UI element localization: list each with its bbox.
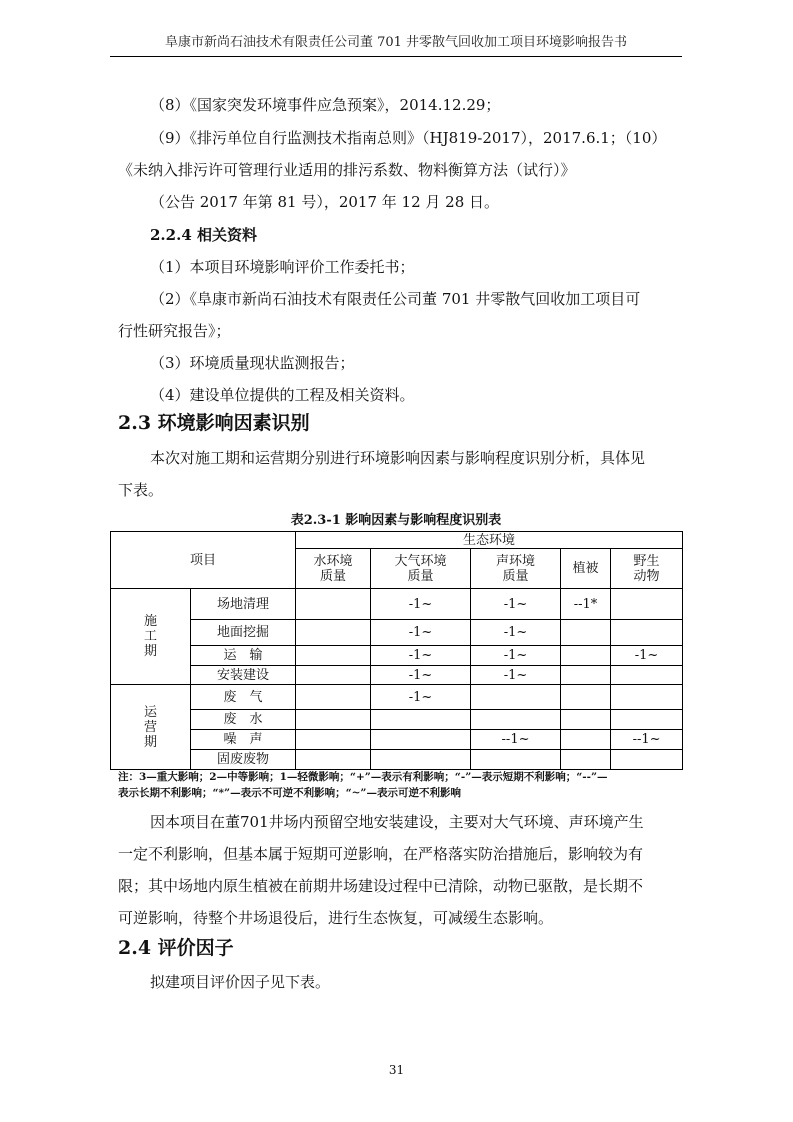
table-cell bbox=[371, 710, 471, 730]
phase-operation-label: 运 营 期 bbox=[111, 685, 191, 770]
table-cell: -1~ bbox=[471, 646, 561, 666]
table-cell bbox=[611, 750, 683, 770]
table-cell bbox=[471, 710, 561, 730]
page-number: 31 bbox=[388, 1063, 405, 1077]
phase-construction-label: 施 工 期 bbox=[111, 589, 191, 685]
table-cell bbox=[471, 750, 561, 770]
table-cell: --1* bbox=[561, 589, 611, 620]
table-cell: -1~ bbox=[371, 666, 471, 685]
table-cell bbox=[296, 730, 371, 750]
ref-9: （9）《排污单位自行监测技术指南总则》（HJ819-2017），2017.6.1；（10） bbox=[150, 129, 667, 147]
row-item: 地面挖掘 bbox=[191, 620, 296, 646]
row-item: 安装建设 bbox=[191, 666, 296, 685]
section-2-4-intro: 拟建项目评价因子见下表。 bbox=[150, 973, 331, 991]
table-cell bbox=[296, 666, 371, 685]
ecology-group-header: 生态环境 bbox=[296, 532, 683, 549]
col-header-sound: 声环境 质量 bbox=[471, 549, 561, 589]
table-cell: -1~ bbox=[471, 620, 561, 646]
col-header-water: 水环境 质量 bbox=[296, 549, 371, 589]
section-2-3-intro-line2: 下表。 bbox=[118, 481, 164, 499]
table-cell bbox=[296, 589, 371, 620]
table-cell bbox=[611, 685, 683, 710]
table-cell bbox=[561, 685, 611, 710]
table-cell bbox=[296, 620, 371, 646]
row-item: 运 输 bbox=[191, 646, 296, 666]
row-item: 废 水 bbox=[191, 710, 296, 730]
header-rule bbox=[110, 56, 682, 57]
col-header-air: 大气环境 质量 bbox=[371, 549, 471, 589]
table-cell bbox=[611, 589, 683, 620]
table-cell bbox=[296, 685, 371, 710]
table-cell bbox=[561, 620, 611, 646]
project-header: 项目 bbox=[111, 532, 296, 589]
table-cell bbox=[371, 730, 471, 750]
row-item: 场地清理 bbox=[191, 589, 296, 620]
col-header-vegetation: 植被 bbox=[561, 549, 611, 589]
table-cell: --1~ bbox=[471, 730, 561, 750]
row-item: 废 气 bbox=[191, 685, 296, 710]
related-item-2-line1: （2）《阜康市新尚石油技术有限责任公司董 701 井零散气回收加工项目可 bbox=[150, 290, 641, 308]
section-2-4-heading: 2.4 评价因子 bbox=[118, 937, 234, 959]
table-cell: -1~ bbox=[371, 646, 471, 666]
table-cell bbox=[561, 666, 611, 685]
analysis-line4: 可逆影响，待整个井场退役后，进行生态恢复，可减缓生态影响。 bbox=[118, 909, 554, 927]
table-cell: -1~ bbox=[611, 646, 683, 666]
related-item-2-line2: 行性研究报告》； bbox=[118, 322, 231, 340]
table-cell: --1~ bbox=[611, 730, 683, 750]
analysis-line1: 因本项目在董701井场内预留空地安装建设，主要对大气环境、声环境产生 bbox=[150, 813, 644, 831]
row-item: 噪 声 bbox=[191, 730, 296, 750]
col-header-wildlife: 野生 动物 bbox=[611, 549, 683, 589]
table-cell: -1~ bbox=[471, 666, 561, 685]
table-note-line1: 注：3—重大影响；2—中等影响；1—轻微影响；“+”—表示有利影响；“-”—表示短期不利影响；“--”— bbox=[118, 771, 608, 783]
ref-8: （8）《国家突发环境事件应急预案》，2014.12.29； bbox=[150, 96, 501, 114]
section-2-2-4-heading: 2.2.4 相关资料 bbox=[150, 226, 257, 244]
section-2-3-intro-line1: 本次对施工期和运营期分别进行环境影响因素与影响程度识别分析，具体见 bbox=[150, 449, 646, 467]
table-cell: -1~ bbox=[371, 685, 471, 710]
section-2-3-heading: 2.3 环境影响因素识别 bbox=[118, 412, 310, 434]
table-cell bbox=[471, 685, 561, 710]
related-item-1: （1）本项目环境影响评价工作委托书； bbox=[150, 258, 415, 276]
table-cell: -1~ bbox=[371, 589, 471, 620]
related-item-4: （4）建设单位提供的工程及相关资料。 bbox=[150, 386, 415, 404]
table-cell: -1~ bbox=[471, 589, 561, 620]
table-cell bbox=[296, 710, 371, 730]
impact-table bbox=[110, 531, 683, 770]
table-cell bbox=[611, 710, 683, 730]
page-header: 阜康市新尚石油技术有限责任公司董 701 井零散气回收加工项目环境影响报告书 bbox=[164, 35, 628, 50]
related-item-3: （3）环境质量现状监测报告； bbox=[150, 354, 355, 372]
table-cell bbox=[611, 620, 683, 646]
ref-10-line2: （公告 2017 年第 81 号），2017 年 12 月 28 日。 bbox=[150, 193, 500, 211]
table-cell bbox=[296, 750, 371, 770]
row-item: 固废废物 bbox=[191, 750, 296, 770]
analysis-line3: 限；其中场地内原生植被在前期井场建设过程中已清除，动物已驱散，是长期不 bbox=[118, 877, 644, 895]
table-cell bbox=[296, 646, 371, 666]
table-cell bbox=[561, 730, 611, 750]
table-cell bbox=[561, 750, 611, 770]
table-cell bbox=[561, 710, 611, 730]
ref-10-line1: 《未纳入排污许可管理行业适用的排污系数、物料衡算方法（试行）》 bbox=[118, 161, 576, 179]
table-caption: 表2.3-1 影响因素与影响程度识别表 bbox=[290, 513, 502, 528]
table-cell bbox=[371, 750, 471, 770]
analysis-line2: 一定不利影响，但基本属于短期可逆影响，在严格落实防治措施后，影响较为有 bbox=[118, 845, 644, 863]
table-cell bbox=[611, 666, 683, 685]
table-cell: -1~ bbox=[371, 620, 471, 646]
table-note-line2: 表示长期不利影响；“*”—表示不可逆不利影响；“~”—表示可逆不利影响 bbox=[118, 787, 461, 799]
table-cell bbox=[561, 646, 611, 666]
